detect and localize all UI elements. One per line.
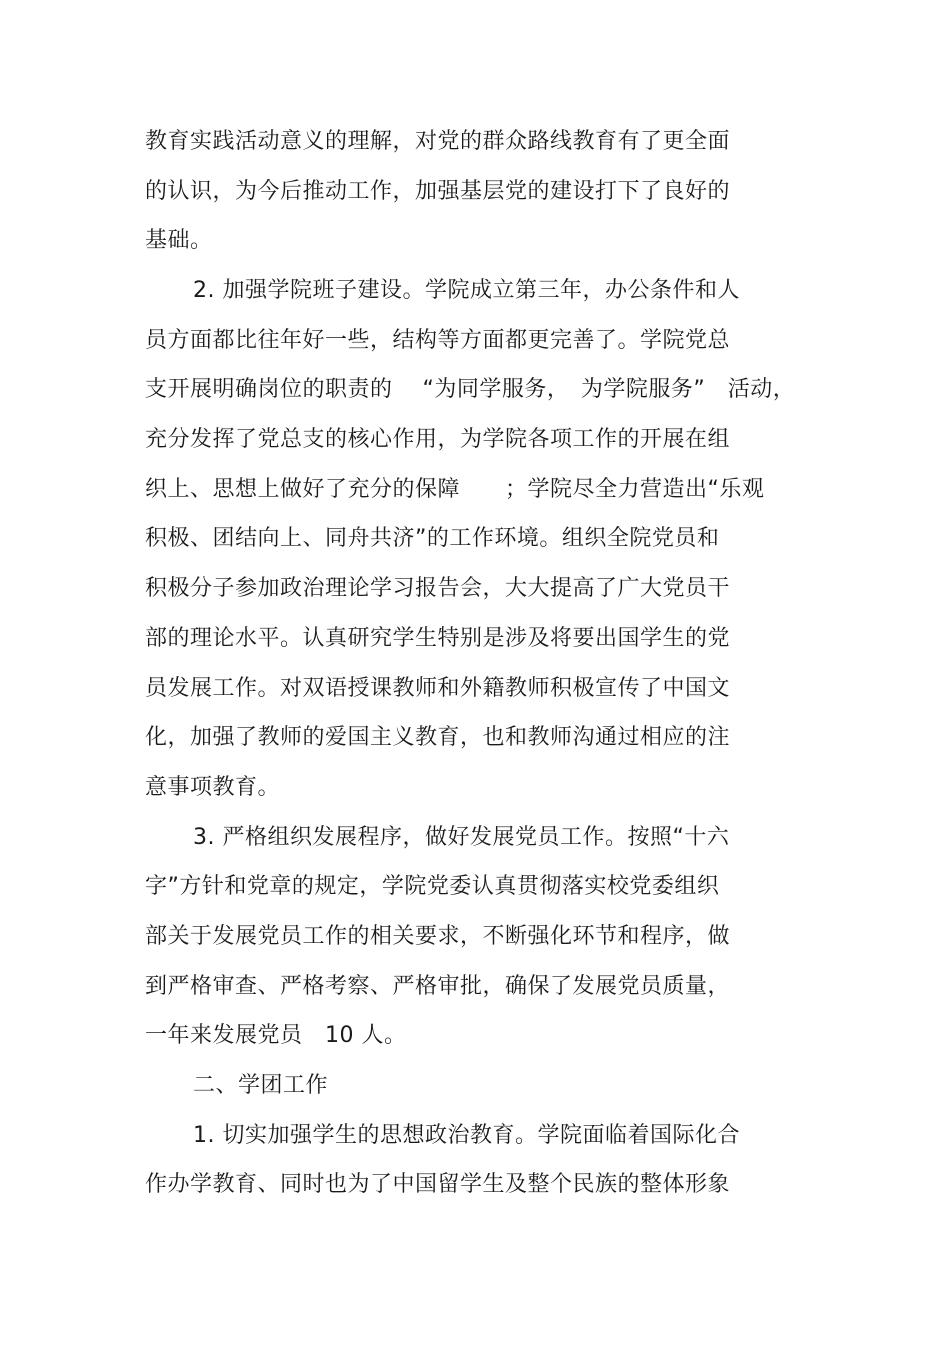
text-line: 员发展工作。对双语授课教师和外籍教师积极宣传了中国文 [145,676,731,701]
text-line: 支开展明确岗位的职责的 “为同学服务， 为学院服务” 活动， [145,377,796,402]
text-line: 意事项教育。 [145,775,281,800]
text-line: 部的理论水平。认真研究学生特别是涉及将要出国学生的党 [145,626,731,651]
text-line: 作办学教育、同时也为了中国留学生及整个民族的整体形象 [145,1172,731,1197]
text-line: 到严格审查、严格考察、严格审批，确保了发展党员质量， [145,974,731,999]
text-line: 员方面都比往年好一些，结构等方面都更完善了。学院党总 [145,328,731,353]
text-line: 的认识，为今后推动工作，加强基层党的建设打下了良好的 [145,179,731,204]
text-line: 部关于发展党员工作的相关要求，不断强化环节和程序，做 [145,924,731,949]
text-line: 基础。 [145,228,213,253]
text-line: 充分发挥了党总支的核心作用，为学院各项工作的开展在组 [145,427,731,452]
text-line: 积极分子参加政治理论学习报告会，大大提高了广大党员干 [145,576,731,601]
text-line: 一年来发展党员 10 人。 [145,1023,407,1048]
text-line: 教育实践活动意义的理解，对党的群众路线教育有了更全面 [145,129,731,154]
paragraph-heading-3: 3. 严格组织发展程序，做好发展党员工作。按照“十六 [193,825,730,850]
text-line: 字”方针和党章的规定，学院党委认真贯彻落实校党委组织 [145,874,720,899]
paragraph-heading-2: 2. 加强学院班子建设。学院成立第三年，办公条件和人 [193,278,740,303]
text-line: 织上、思想上做好了充分的保障 ；学院尽全力营造出“乐观 [145,477,765,502]
section-heading: 二、学团工作 [193,1073,329,1098]
text-line: 化，加强了教师的爱国主义教育，也和教师沟通过相应的注 [145,725,731,750]
paragraph-heading-1: 1. 切实加强学生的思想政治教育。学院面临着国际化合 [193,1123,740,1148]
text-line: 积极、团结向上、同舟共济”的工作环境。组织全院党员和 [145,526,720,551]
